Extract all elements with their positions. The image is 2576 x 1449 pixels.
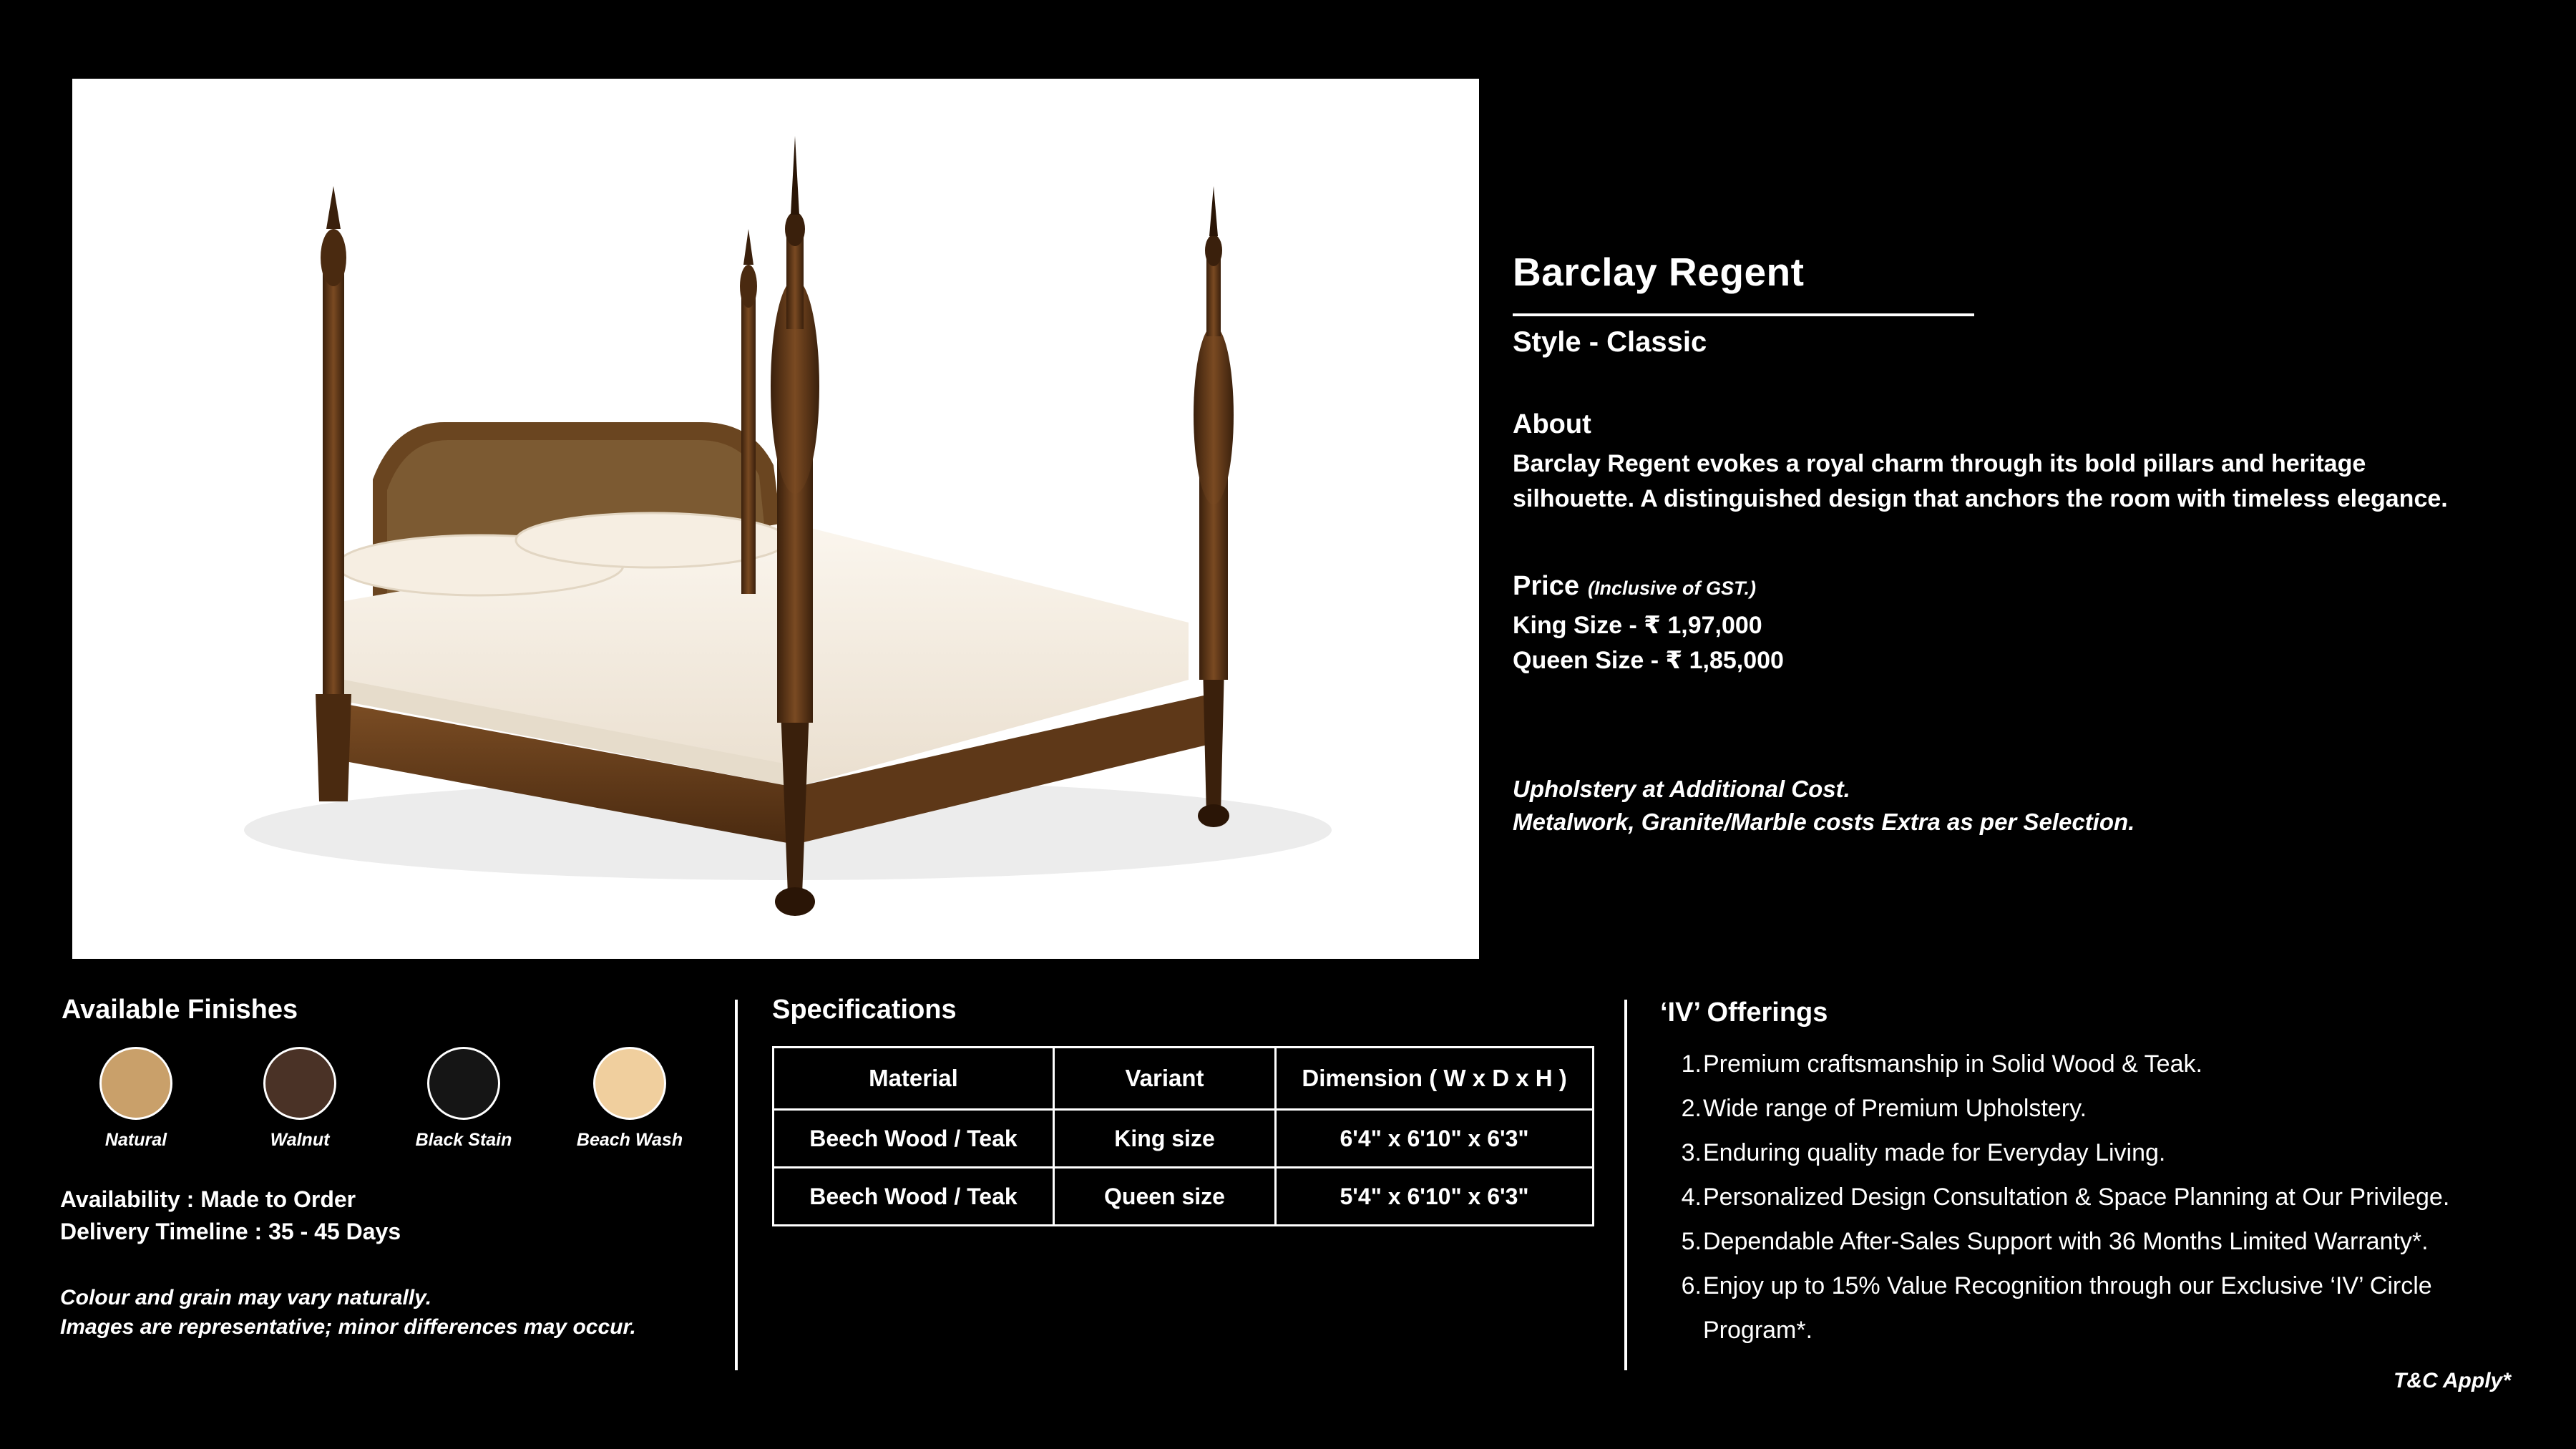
- product-title: Barclay Regent: [1513, 250, 1805, 294]
- column-header: Variant: [1053, 1048, 1275, 1110]
- list-text: Enduring quality made for Everyday Living.: [1703, 1139, 2166, 1166]
- table-cell: 5'4" x 6'10" x 6'3": [1276, 1168, 1594, 1226]
- column-header: Dimension ( W x D x H ): [1276, 1048, 1594, 1110]
- table-cell: Beech Wood / Teak: [774, 1110, 1054, 1168]
- queen-size-price: Queen Size - ₹ 1,85,000: [1513, 647, 1784, 674]
- list-number: 2.: [1681, 1095, 1702, 1122]
- price-heading-label: Price: [1513, 571, 1579, 601]
- column-header: Material: [774, 1048, 1054, 1110]
- availability: Availability : Made to Order: [60, 1186, 356, 1212]
- list-number: 5.: [1681, 1228, 1702, 1255]
- finishes-heading: Available Finishes: [62, 995, 298, 1025]
- image-representative-note: Images are representative; minor differences may occur.: [60, 1315, 636, 1339]
- divider: [1624, 1000, 1627, 1370]
- specifications-table: [772, 1046, 1594, 1226]
- list-item: [1674, 1086, 2547, 1131]
- list-text: Enjoy up to 15% Value Recognition through our Exclusive ‘IV’ Circle Program*.: [1703, 1272, 2432, 1344]
- upholstery-note: Upholstery at Additional Cost.: [1513, 776, 1850, 802]
- table-row: [774, 1110, 1594, 1168]
- offerings-heading: ‘IV’ Offerings: [1660, 997, 1828, 1028]
- finish-natural[interactable]: [57, 1047, 215, 1151]
- title-underline: [1513, 313, 1974, 316]
- product-style: Style - Classic: [1513, 326, 1707, 358]
- table-row: [774, 1168, 1594, 1226]
- list-text: Wide range of Premium Upholstery.: [1703, 1095, 2087, 1122]
- list-text: Personalized Design Consultation & Space Planning at Our Privilege.: [1703, 1184, 2450, 1211]
- product-image: [72, 79, 1479, 959]
- delivery-timeline: Delivery Timeline : 35 - 45 Days: [60, 1219, 401, 1244]
- colour-grain-note: Colour and grain may vary naturally.: [60, 1286, 432, 1309]
- offerings-list: [1674, 1042, 2547, 1352]
- about-text: Barclay Regent evokes a royal charm through its bold pillars and heritage silhouette. A distinguished design that anchors the room with timeless elegance.: [1513, 450, 2448, 512]
- finish-label: Natural: [104, 1130, 167, 1150]
- price-tax-note: (Inclusive of GST.): [1587, 577, 1756, 599]
- metalwork-note: Metalwork, Granite/Marble costs Extra as per Selection.: [1513, 809, 2135, 835]
- table-cell: Beech Wood / Teak: [774, 1168, 1054, 1226]
- list-number: 4.: [1681, 1184, 1702, 1211]
- finish-label: Black Stain: [415, 1130, 512, 1150]
- table-cell: King size: [1053, 1110, 1275, 1168]
- finish-label: Beach Wash: [576, 1130, 683, 1150]
- list-item: [1674, 1042, 2547, 1086]
- finish-beach-wash[interactable]: [551, 1047, 708, 1151]
- about-heading: About: [1513, 409, 1591, 439]
- list-number: 3.: [1681, 1139, 1702, 1166]
- finish-black-stain[interactable]: [385, 1047, 542, 1151]
- list-item: [1674, 1175, 2547, 1219]
- finish-swatch[interactable]: [427, 1047, 500, 1120]
- king-size-price: King Size - ₹ 1,97,000: [1513, 612, 1762, 639]
- finish-label: Walnut: [270, 1130, 330, 1150]
- list-text: Premium craftsmanship in Solid Wood & Teak.: [1703, 1050, 2202, 1078]
- list-item: [1674, 1131, 2547, 1175]
- table-cell: Queen size: [1053, 1168, 1275, 1226]
- finish-swatch[interactable]: [593, 1047, 666, 1120]
- finish-swatch[interactable]: [99, 1047, 172, 1120]
- list-item: [1674, 1219, 2547, 1264]
- list-number: 6.: [1681, 1272, 1702, 1299]
- list-text: Dependable After-Sales Support with 36 Months Limited Warranty*.: [1703, 1228, 2429, 1255]
- finish-swatch[interactable]: [263, 1047, 336, 1120]
- finish-walnut[interactable]: [221, 1047, 379, 1151]
- terms-apply-note[interactable]: T&C Apply*: [2394, 1369, 2511, 1392]
- table-cell: 6'4" x 6'10" x 6'3": [1276, 1110, 1594, 1168]
- price-heading: [1513, 571, 1756, 602]
- list-item: [1674, 1264, 2547, 1352]
- divider: [735, 1000, 738, 1370]
- table-header-row: [774, 1048, 1594, 1110]
- list-number: 1.: [1681, 1050, 1702, 1078]
- specifications-heading: Specifications: [772, 995, 957, 1025]
- four-poster-bed-illustration: [72, 79, 1479, 959]
